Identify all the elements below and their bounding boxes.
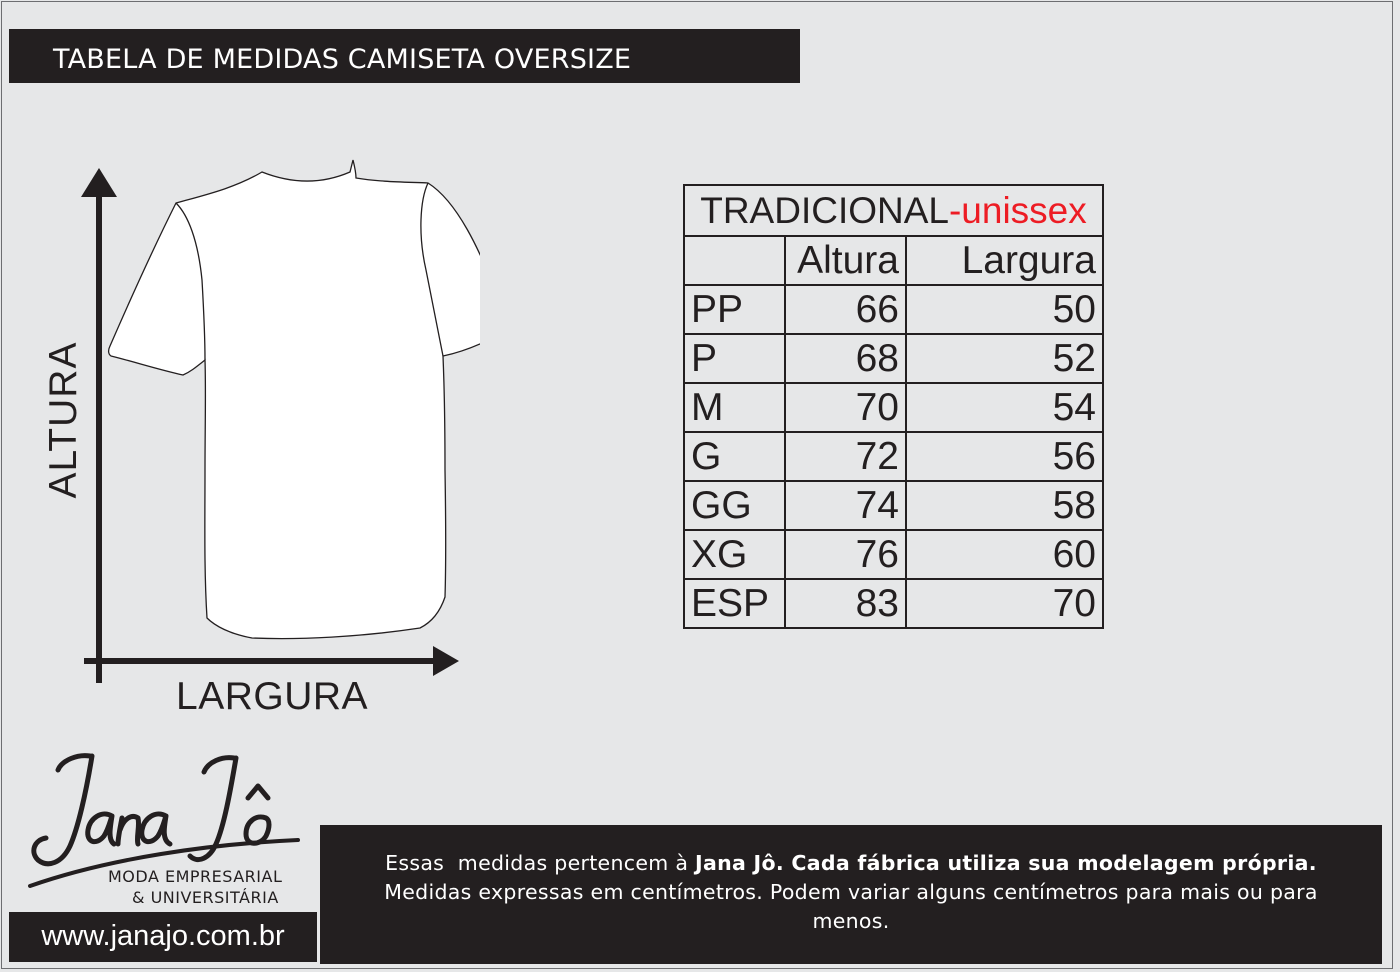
altura-cell: 70	[785, 383, 906, 432]
size-cell: GG	[684, 481, 785, 530]
largura-cell: 54	[906, 383, 1103, 432]
disclaimer-part1: Essas medidas pertencem à	[385, 851, 696, 875]
altura-cell: 74	[785, 481, 906, 530]
column-header-altura: Altura	[785, 236, 906, 285]
largura-cell: 56	[906, 432, 1103, 481]
altura-cell: 72	[785, 432, 906, 481]
page-title: TABELA DE MEDIDAS CAMISETA OVERSIZE	[9, 29, 800, 83]
table-title-accent: -unissex	[948, 189, 1087, 231]
size-cell: G	[684, 432, 785, 481]
height-axis-label: ALTURA	[42, 341, 85, 499]
table-title	[684, 185, 1103, 236]
largura-cell: 60	[906, 530, 1103, 579]
logo-tagline-line2: & UNIVERSITÁRIA	[132, 888, 279, 907]
altura-cell: 66	[785, 285, 906, 334]
table-row	[684, 383, 1103, 432]
table-row	[684, 334, 1103, 383]
largura-cell: 70	[906, 579, 1103, 628]
altura-cell: 68	[785, 334, 906, 383]
size-table	[683, 184, 1104, 629]
size-cell: XG	[684, 530, 785, 579]
disclaimer-bold: Jana Jô. Cada fábrica utiliza sua modelagem própria.	[695, 851, 1317, 875]
table-title-row	[684, 185, 1103, 236]
table-header-row	[684, 236, 1103, 285]
largura-cell: 58	[906, 481, 1103, 530]
table-row	[684, 481, 1103, 530]
disclaimer-part2: Medidas expressas em centímetros. Podem variar alguns centímetros para mais ou para menos.	[384, 880, 1318, 933]
width-axis-label: LARGURA	[176, 675, 369, 718]
website-url[interactable]: www.janajo.com.br	[9, 912, 317, 962]
table-row	[684, 530, 1103, 579]
altura-cell: 83	[785, 579, 906, 628]
altura-cell: 76	[785, 530, 906, 579]
column-header-largura: Largura	[906, 236, 1103, 285]
tshirt-back-icon	[109, 160, 480, 639]
size-cell: ESP	[684, 579, 785, 628]
logo-tagline-line1: MODA EMPRESARIAL	[108, 867, 283, 886]
column-header-size	[684, 236, 785, 285]
table-title-main: TRADICIONAL	[700, 189, 949, 231]
largura-cell: 50	[906, 285, 1103, 334]
size-cell: M	[684, 383, 785, 432]
table-row	[684, 579, 1103, 628]
size-cell: P	[684, 334, 785, 383]
table-row	[684, 432, 1103, 481]
table-row	[684, 285, 1103, 334]
disclaimer-note	[320, 825, 1382, 964]
width-axis	[84, 646, 459, 676]
logo-tagline	[108, 866, 282, 908]
largura-cell: 52	[906, 334, 1103, 383]
size-cell: PP	[684, 285, 785, 334]
